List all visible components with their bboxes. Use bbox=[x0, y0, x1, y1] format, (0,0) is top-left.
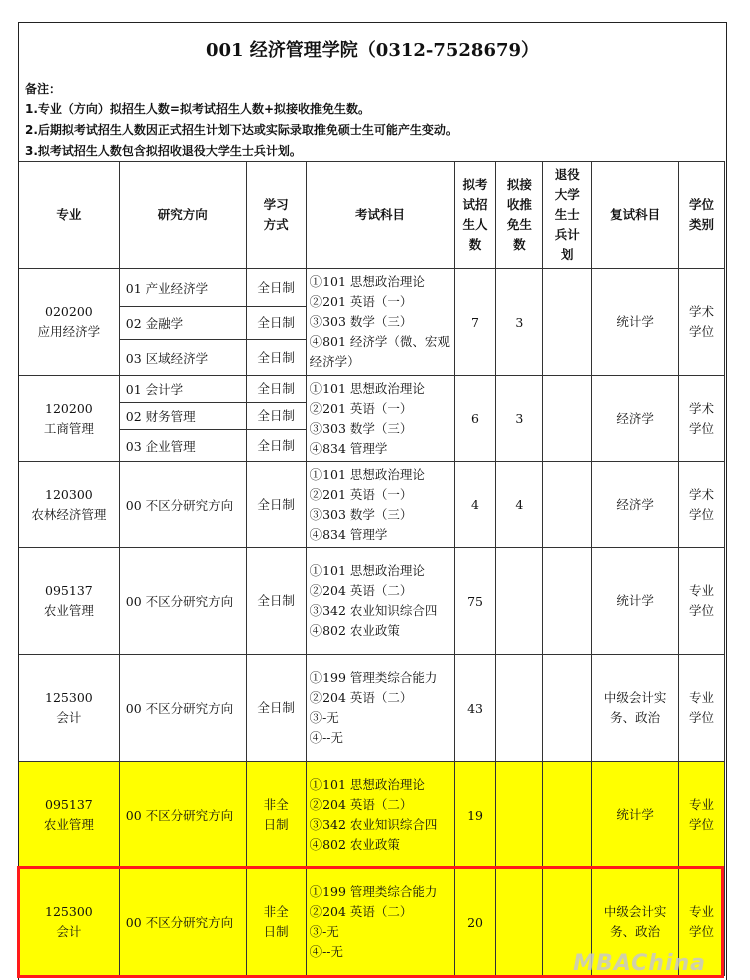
cell-line: ②201 英语（一） bbox=[309, 294, 413, 309]
note-item: 1.专业（方向）拟招生人数=拟考试招生人数+拟接收推免生数。 bbox=[25, 102, 371, 116]
exam-quota-cell: 7 bbox=[454, 269, 496, 376]
exam-cell bbox=[306, 376, 454, 462]
cell-line: ③303 数学（三） bbox=[309, 506, 413, 522]
exam-quota-cell: 6 bbox=[454, 376, 496, 462]
cell-line: ②204 英语（二） bbox=[309, 583, 413, 598]
retest-text: 经济学 bbox=[616, 496, 654, 512]
exam-cell bbox=[306, 869, 454, 976]
cell-line: 095137 bbox=[45, 797, 93, 812]
veteran-plan-cell bbox=[543, 462, 592, 548]
cell-line: 095137 bbox=[45, 583, 93, 598]
mode-cell bbox=[246, 462, 306, 548]
header-major: 专业 bbox=[19, 162, 120, 269]
cell-line: ②204 英语（二） bbox=[309, 904, 413, 919]
direction-cell: 03 区域经济学 bbox=[119, 340, 246, 376]
header-mode: 学习方式 bbox=[246, 162, 306, 269]
degree-cell bbox=[679, 548, 725, 655]
mode-text: 全日制 bbox=[257, 279, 295, 295]
header-recommend-quota: 拟接收推免生数 bbox=[496, 162, 543, 269]
header-exam: 考试科目 bbox=[306, 162, 454, 269]
recommend-quota-cell: 4 bbox=[496, 462, 543, 548]
mode-cell bbox=[246, 762, 306, 869]
cell-line: ①101 思想政治理论 bbox=[309, 274, 425, 289]
table-row bbox=[19, 655, 725, 762]
mode-cell bbox=[246, 269, 306, 307]
major-cell bbox=[19, 655, 120, 762]
table-row bbox=[19, 762, 725, 869]
retest-text: 统计学 bbox=[616, 314, 654, 329]
mode-text: 全日制 bbox=[257, 496, 295, 512]
major-cell bbox=[19, 869, 120, 976]
header-degree: 学位类别 bbox=[679, 162, 725, 269]
direction-cell: 00 不区分研究方向 bbox=[119, 869, 246, 976]
retest-text: 中级会计实务、政治 bbox=[603, 904, 667, 939]
cell-line: ④834 管理学 bbox=[309, 526, 388, 542]
cell-line: 农林经济管理 bbox=[31, 506, 107, 522]
cell-line: 农业管理 bbox=[43, 817, 94, 832]
exam-cell bbox=[306, 269, 454, 376]
veteran-plan-cell bbox=[543, 762, 592, 869]
major-cell bbox=[19, 762, 120, 869]
direction-cell: 03 企业管理 bbox=[119, 430, 246, 462]
exam-cell bbox=[306, 548, 454, 655]
recommend-quota-cell bbox=[496, 869, 543, 976]
mode-cell bbox=[246, 376, 306, 403]
mode-cell bbox=[246, 869, 306, 976]
exam-cell bbox=[306, 762, 454, 869]
mode-cell bbox=[246, 655, 306, 762]
cell-line: 120200 bbox=[45, 400, 93, 416]
retest-cell bbox=[592, 376, 679, 462]
degree-cell bbox=[679, 269, 725, 376]
page-title: 001 经济管理学院（0312-7528679） bbox=[205, 40, 540, 61]
cell-line: 工商管理 bbox=[43, 420, 94, 436]
direction-cell: 00 不区分研究方向 bbox=[119, 762, 246, 869]
degree-text: 专业学位 bbox=[689, 690, 715, 725]
exam-quota-cell: 43 bbox=[454, 655, 496, 762]
header-veteran-plan: 退役大学生士兵计划 bbox=[543, 162, 592, 269]
cell-line: ①101 思想政治理论 bbox=[309, 777, 425, 792]
admission-document bbox=[18, 22, 727, 980]
cell-line: 会计 bbox=[56, 710, 82, 725]
direction-cell: 00 不区分研究方向 bbox=[119, 462, 246, 548]
exam-cell bbox=[306, 462, 454, 548]
exam-quota-cell: 4 bbox=[454, 462, 496, 548]
header-exam-quota: 拟考试招生人数 bbox=[454, 162, 496, 269]
header-row bbox=[19, 162, 725, 269]
mode-text: 非全日制 bbox=[263, 904, 289, 939]
degree-cell bbox=[679, 376, 725, 462]
note-item: 3.拟考试招生人数包含拟招收退役大学生士兵计划。 bbox=[25, 144, 302, 158]
cell-line: ③303 数学（三） bbox=[309, 420, 413, 436]
mode-cell bbox=[246, 307, 306, 340]
retest-cell bbox=[592, 462, 679, 548]
retest-text: 统计学 bbox=[616, 593, 654, 608]
mode-text: 全日制 bbox=[257, 700, 295, 715]
recommend-quota-cell: 3 bbox=[496, 269, 543, 376]
mode-text: 全日制 bbox=[257, 593, 295, 608]
recommend-quota-cell bbox=[496, 762, 543, 869]
cell-line: ①101 思想政治理论 bbox=[309, 563, 425, 578]
direction-cell: 00 不区分研究方向 bbox=[119, 655, 246, 762]
degree-text: 学术学位 bbox=[689, 486, 715, 522]
mode-cell bbox=[246, 430, 306, 462]
header-retest: 复试科目 bbox=[592, 162, 679, 269]
recommend-quota-cell: 3 bbox=[496, 376, 543, 462]
note-item: 2.后期拟考试招生人数因正式招生计划下达或实际录取推免硕士生可能产生变动。 bbox=[25, 123, 458, 137]
mode-text: 全日制 bbox=[257, 437, 295, 453]
degree-cell bbox=[679, 655, 725, 762]
cell-line: ①199 管理类综合能力 bbox=[309, 884, 438, 899]
notes-section bbox=[19, 79, 726, 162]
watermark-logo: MBAChina bbox=[573, 951, 706, 976]
major-cell bbox=[19, 548, 120, 655]
recommend-quota-cell bbox=[496, 655, 543, 762]
table-row bbox=[19, 462, 725, 548]
retest-text: 经济学 bbox=[616, 410, 654, 426]
cell-line: ④834 管理学 bbox=[309, 440, 388, 456]
major-cell bbox=[19, 269, 120, 376]
table-row bbox=[19, 269, 725, 307]
degree-cell bbox=[679, 462, 725, 548]
cell-line: ④802 农业政策 bbox=[309, 837, 400, 852]
header-direction: 研究方向 bbox=[119, 162, 246, 269]
mode-cell bbox=[246, 403, 306, 430]
degree-text: 学术学位 bbox=[689, 400, 715, 436]
degree-text: 专业学位 bbox=[689, 583, 715, 618]
retest-text: 统计学 bbox=[616, 807, 654, 822]
veteran-plan-cell bbox=[543, 269, 592, 376]
exam-quota-cell: 20 bbox=[454, 869, 496, 976]
direction-cell: 01 产业经济学 bbox=[119, 269, 246, 307]
cell-line: 农业管理 bbox=[43, 603, 94, 618]
notes-heading: 备注： bbox=[25, 82, 62, 96]
recommend-quota-cell bbox=[496, 548, 543, 655]
cell-line: ④--无 bbox=[309, 944, 344, 959]
degree-cell bbox=[679, 762, 725, 869]
major-cell bbox=[19, 376, 120, 462]
retest-cell bbox=[592, 269, 679, 376]
retest-text: 中级会计实务、政治 bbox=[603, 690, 667, 725]
direction-cell: 02 财务管理 bbox=[119, 403, 246, 430]
cell-line: 020200 bbox=[45, 304, 93, 319]
table-row bbox=[19, 548, 725, 655]
exam-quota-cell: 19 bbox=[454, 762, 496, 869]
cell-line: 120300 bbox=[45, 486, 93, 502]
cell-line: ①199 管理类综合能力 bbox=[309, 670, 438, 685]
cell-line: ②204 英语（二） bbox=[309, 690, 413, 705]
mode-text: 全日制 bbox=[257, 349, 295, 365]
cell-line: ②201 英语（一） bbox=[309, 486, 413, 502]
cell-line: ①101 思想政治理论 bbox=[309, 466, 425, 482]
mode-cell bbox=[246, 548, 306, 655]
direction-cell: 00 不区分研究方向 bbox=[119, 548, 246, 655]
exam-quota-cell: 75 bbox=[454, 548, 496, 655]
cell-line: ①101 思想政治理论 bbox=[309, 380, 425, 396]
cell-line: ④801 经济学（微、宏观经济学） bbox=[309, 334, 450, 369]
degree-text: 专业学位 bbox=[689, 904, 715, 939]
mode-text: 非全日制 bbox=[263, 797, 289, 832]
retest-cell bbox=[592, 655, 679, 762]
cell-line: 125300 bbox=[45, 904, 93, 919]
veteran-plan-cell bbox=[543, 376, 592, 462]
exam-cell bbox=[306, 655, 454, 762]
cell-line: 会计 bbox=[56, 924, 82, 939]
cell-line: 125300 bbox=[45, 690, 93, 705]
veteran-plan-cell bbox=[543, 655, 592, 762]
mode-text: 全日制 bbox=[257, 381, 295, 396]
cell-line: ③-无 bbox=[309, 710, 339, 725]
retest-cell bbox=[592, 548, 679, 655]
cell-line: ③342 农业知识综合四 bbox=[309, 817, 438, 832]
cell-line: ②201 英语（一） bbox=[309, 400, 413, 416]
cell-line: ④802 农业政策 bbox=[309, 623, 400, 638]
cell-line: ③342 农业知识综合四 bbox=[309, 603, 438, 618]
major-cell bbox=[19, 462, 120, 548]
mode-text: 全日制 bbox=[257, 408, 295, 423]
enrollment-table bbox=[18, 161, 725, 976]
degree-text: 专业学位 bbox=[689, 797, 715, 832]
mode-cell bbox=[246, 340, 306, 376]
cell-line: ②204 英语（二） bbox=[309, 797, 413, 812]
direction-cell: 02 金融学 bbox=[119, 307, 246, 340]
direction-cell: 01 会计学 bbox=[119, 376, 246, 403]
cell-line: 应用经济学 bbox=[37, 324, 101, 339]
degree-text: 学术学位 bbox=[689, 304, 715, 339]
cell-line: ③303 数学（三） bbox=[309, 314, 413, 329]
mode-text: 全日制 bbox=[257, 315, 295, 330]
veteran-plan-cell bbox=[543, 548, 592, 655]
cell-line: ④--无 bbox=[309, 730, 344, 745]
cell-line: ③-无 bbox=[309, 924, 339, 939]
table-row bbox=[19, 376, 725, 403]
retest-cell bbox=[592, 762, 679, 869]
